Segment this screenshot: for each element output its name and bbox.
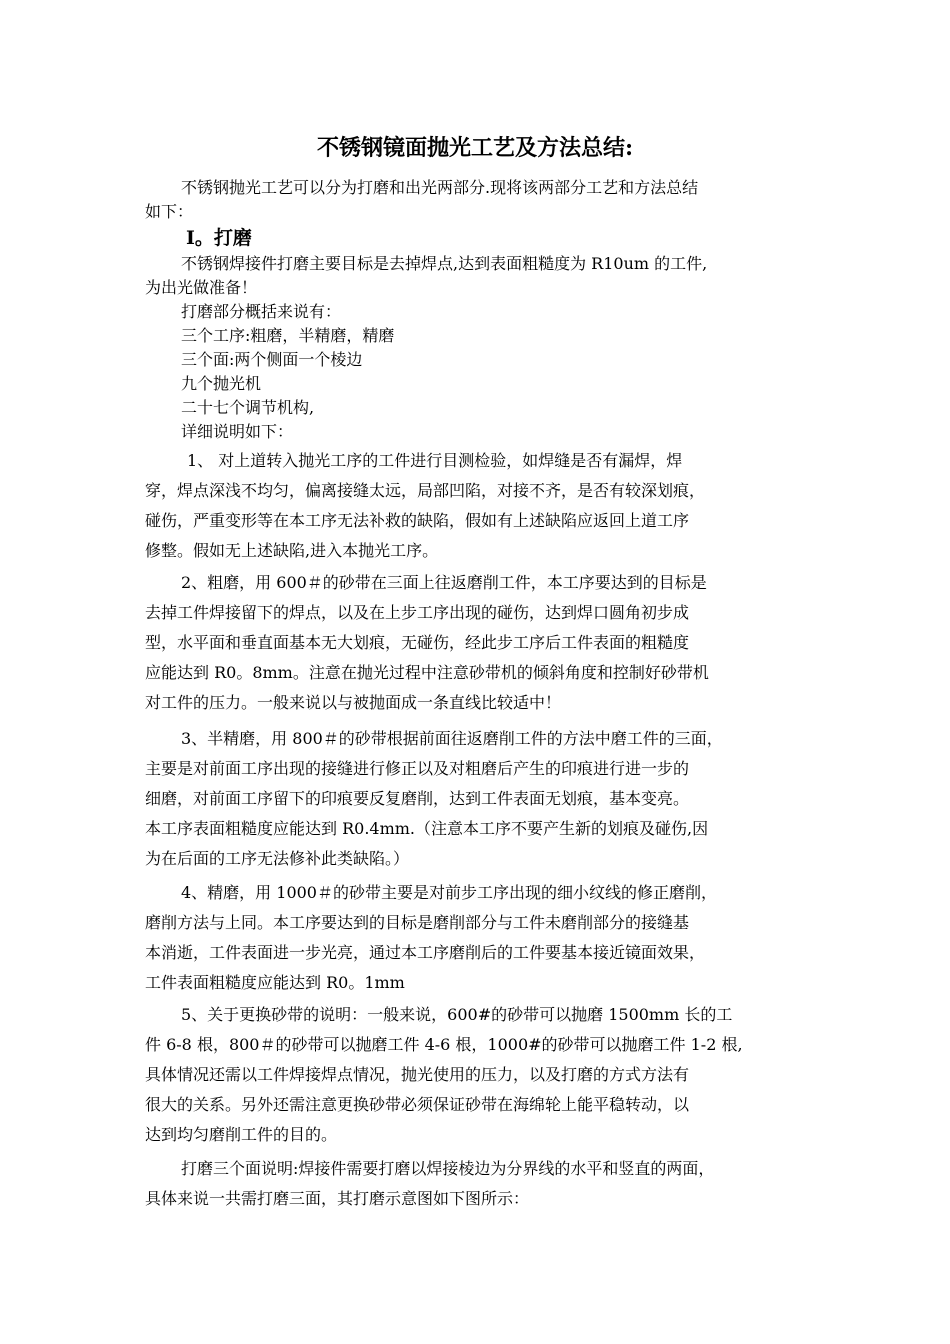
intro-line: 不锈钢抛光工艺可以分为打磨和出光两部分.现将该两部分工艺和方法总结 (181, 178, 699, 197)
step-line: 很大的关系。另外还需注意更换砂带必须保证砂带在海绵轮上能平稳转动，以 (145, 1095, 690, 1114)
summary-item: 三个工序:粗磨，半精磨，精磨 (181, 326, 395, 345)
step-line: 1、 对上道转入抛光工序的工件进行目测检验，如焊缝是否有漏焊，焊 (187, 451, 683, 470)
step-1-paragraph (145, 446, 810, 566)
summary-item: 九个抛光机 (181, 374, 262, 393)
step-line: 具体情况还需以工件焊接焊点情况，抛光使用的压力，以及打磨的方式方法有 (145, 1065, 690, 1084)
summary-item: 详细说明如下： (181, 422, 294, 441)
step-line: 应能达到 R0。8mm。注意在抛光过程中注意砂带机的倾斜角度和控制好砂带机 (145, 663, 709, 682)
step-line: 4、精磨，用 1000＃的砂带主要是对前步工序出现的细小纹线的修正磨削， (181, 883, 717, 902)
step-line: 对工件的压力。一般来说以与被抛面成一条直线比较适中！ (145, 693, 562, 712)
summary-item: 三个面:两个侧面一个棱边 (181, 350, 363, 369)
summary-item: 打磨部分概括来说有： (181, 302, 342, 321)
step-line: 达到均匀磨削工件的目的。 (145, 1125, 338, 1144)
faces-line: 具体来说一共需打磨三面，其打磨示意图如下图所示： (145, 1189, 530, 1208)
step-line: 2、粗磨，用 600＃的砂带在三面上往返磨削工件，本工序要达到的目标是 (181, 573, 707, 592)
step-line: 件 6-8 根，800＃的砂带可以抛磨工件 4-6 根，1000#的砂带可以抛磨工件 1-2 根, (145, 1035, 743, 1054)
step-line: 细磨，对前面工序留下的印痕要反复磨削，达到工件表面无划痕，基本变亮。 (145, 789, 690, 808)
step-line: 磨削方法与上同。本工序要达到的目标是磨削部分与工件未磨削部分的接缝基 (145, 913, 690, 932)
step-line: 5、关于更换砂带的说明：一般来说，600#的砂带可以抛磨 1500mm 长的工 (181, 1005, 733, 1024)
goal-paragraph (145, 252, 810, 300)
step-line: 工件表面粗糙度应能达到 R0。1mm (145, 973, 405, 992)
section-heading: Ⅰ。打磨 (186, 227, 252, 249)
step-line: 主要是对前面工序出现的接缝进行修正以及对粗磨后产生的印痕进行进一步的 (145, 759, 690, 778)
step-5-paragraph (145, 1000, 810, 1150)
step-line: 为在后面的工序无法修补此类缺陷。） (145, 849, 410, 868)
faces-paragraph (145, 1154, 810, 1214)
step-2-paragraph (145, 568, 810, 718)
step-line: 3、半精磨，用 800＃的砂带根据前面往返磨削工件的方法中磨工件的三面， (181, 729, 723, 748)
step-line: 本工序表面粗糙度应能达到 R0.4mm.（注意本工序不要产生新的划痕及碰伤,因 (145, 819, 709, 838)
step-line: 修整。假如无上述缺陷,进入本抛光工序。 (145, 541, 439, 560)
faces-line: 打磨三个面说明:焊接件需要打磨以焊接棱边为分界线的水平和竖直的两面， (181, 1159, 715, 1178)
document-title: 不锈钢镜面抛光工艺及方法总结: (316, 135, 634, 161)
step-4-paragraph (145, 878, 810, 998)
step-line: 型，水平面和垂直面基本无大划痕，无碰伤，经此步工序后工件表面的粗糙度 (145, 633, 690, 652)
goal-line: 不锈钢焊接件打磨主要目标是去掉焊点,达到表面粗糙度为 R10um 的工件, (181, 254, 708, 273)
summary-item: 二十七个调节机构, (181, 398, 315, 417)
step-3-paragraph (145, 724, 810, 874)
step-line: 去掉工件焊接留下的焊点，以及在上步工序出现的碰伤，达到焊口圆角初步成 (145, 603, 690, 622)
step-line: 本消逝，工件表面进一步光亮，通过本工序磨削后的工件要基本接近镜面效果， (145, 943, 706, 962)
step-line: 穿，焊点深浅不均匀，偏离接缝太远，局部凹陷，对接不齐，是否有较深划痕， (145, 481, 706, 500)
intro-paragraph (145, 176, 810, 224)
summary-list (145, 300, 810, 444)
step-line: 碰伤，严重变形等在本工序无法补救的缺陷，假如有上述缺陷应返回上道工序 (145, 511, 690, 530)
intro-line: 如下： (145, 202, 194, 221)
goal-line: 为出光做准备！ (145, 278, 258, 297)
